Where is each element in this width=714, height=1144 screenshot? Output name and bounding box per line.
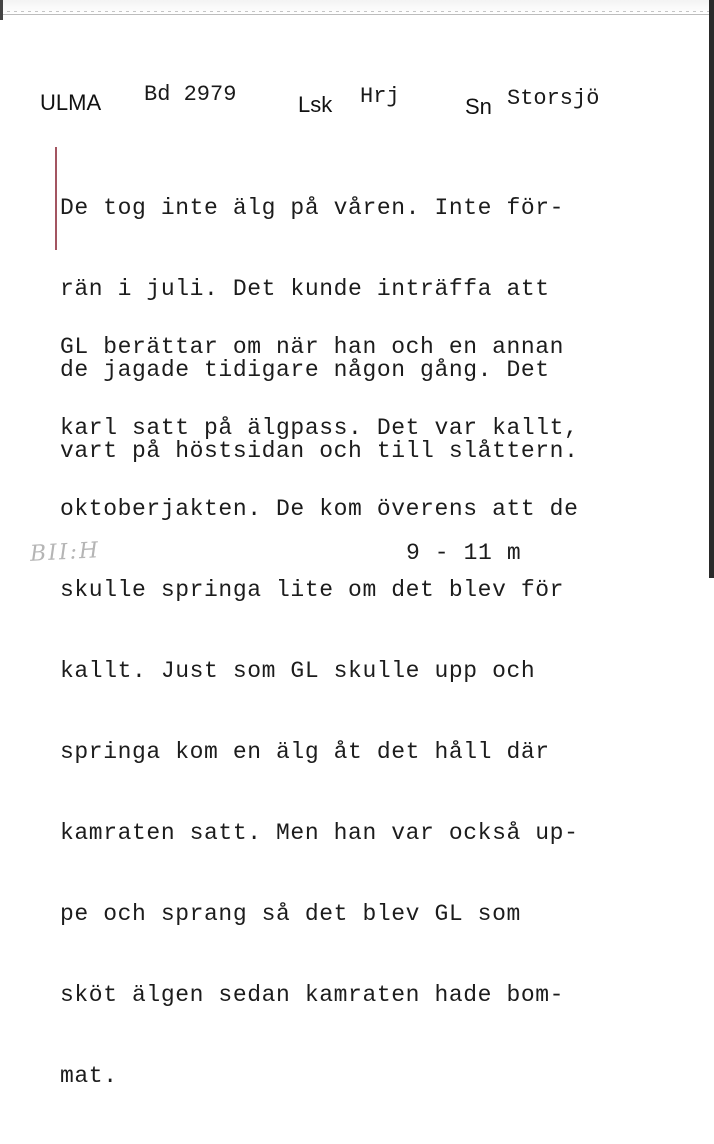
card-corner-mark — [0, 0, 3, 20]
paragraph-2 — [60, 280, 670, 1144]
parish-label: Sn — [465, 94, 492, 119]
parish-value: Storsjö — [507, 86, 600, 111]
text-line: rän i juli. Det kunde inträffa att — [60, 276, 550, 302]
province-value: Hrj — [360, 84, 400, 109]
province-label: Lsk — [298, 92, 333, 117]
handwritten-note: BII:H — [29, 538, 101, 567]
text-line: kallt. Just som GL skulle upp och — [60, 658, 536, 684]
text-line: de jagade tidigare någon gång. Det — [60, 357, 550, 383]
margin-marker-line — [55, 147, 57, 250]
text-line: kamraten satt. Men han var också up- — [60, 820, 579, 846]
archive-label: ULMA — [40, 90, 102, 115]
text-line: karl satt på älgpass. Det var kallt, — [60, 415, 579, 441]
text-line: oktoberjakten. De kom överens att de — [60, 496, 579, 522]
text-line: springa kom en älg åt det håll där — [60, 739, 550, 765]
text-line: vart på höstsidan och till slåttern. — [60, 438, 579, 464]
volume-number: Bd 2979 — [144, 82, 237, 107]
card-right-edge — [709, 0, 714, 578]
page-reference: 9 - 11 m — [406, 540, 522, 566]
card-header — [40, 80, 680, 120]
text-line: mat. — [60, 1063, 118, 1089]
text-line: De tog inte älg på våren. Inte för- — [60, 195, 565, 221]
text-line: skulle springa lite om det blev för — [60, 577, 565, 603]
text-line: sköt älgen sedan kamraten hade bom- — [60, 982, 565, 1008]
text-line: pe och sprang så det blev GL som — [60, 901, 521, 927]
text-line: GL berättar om när han och en annan — [60, 334, 565, 360]
card-top-edge — [0, 0, 714, 15]
